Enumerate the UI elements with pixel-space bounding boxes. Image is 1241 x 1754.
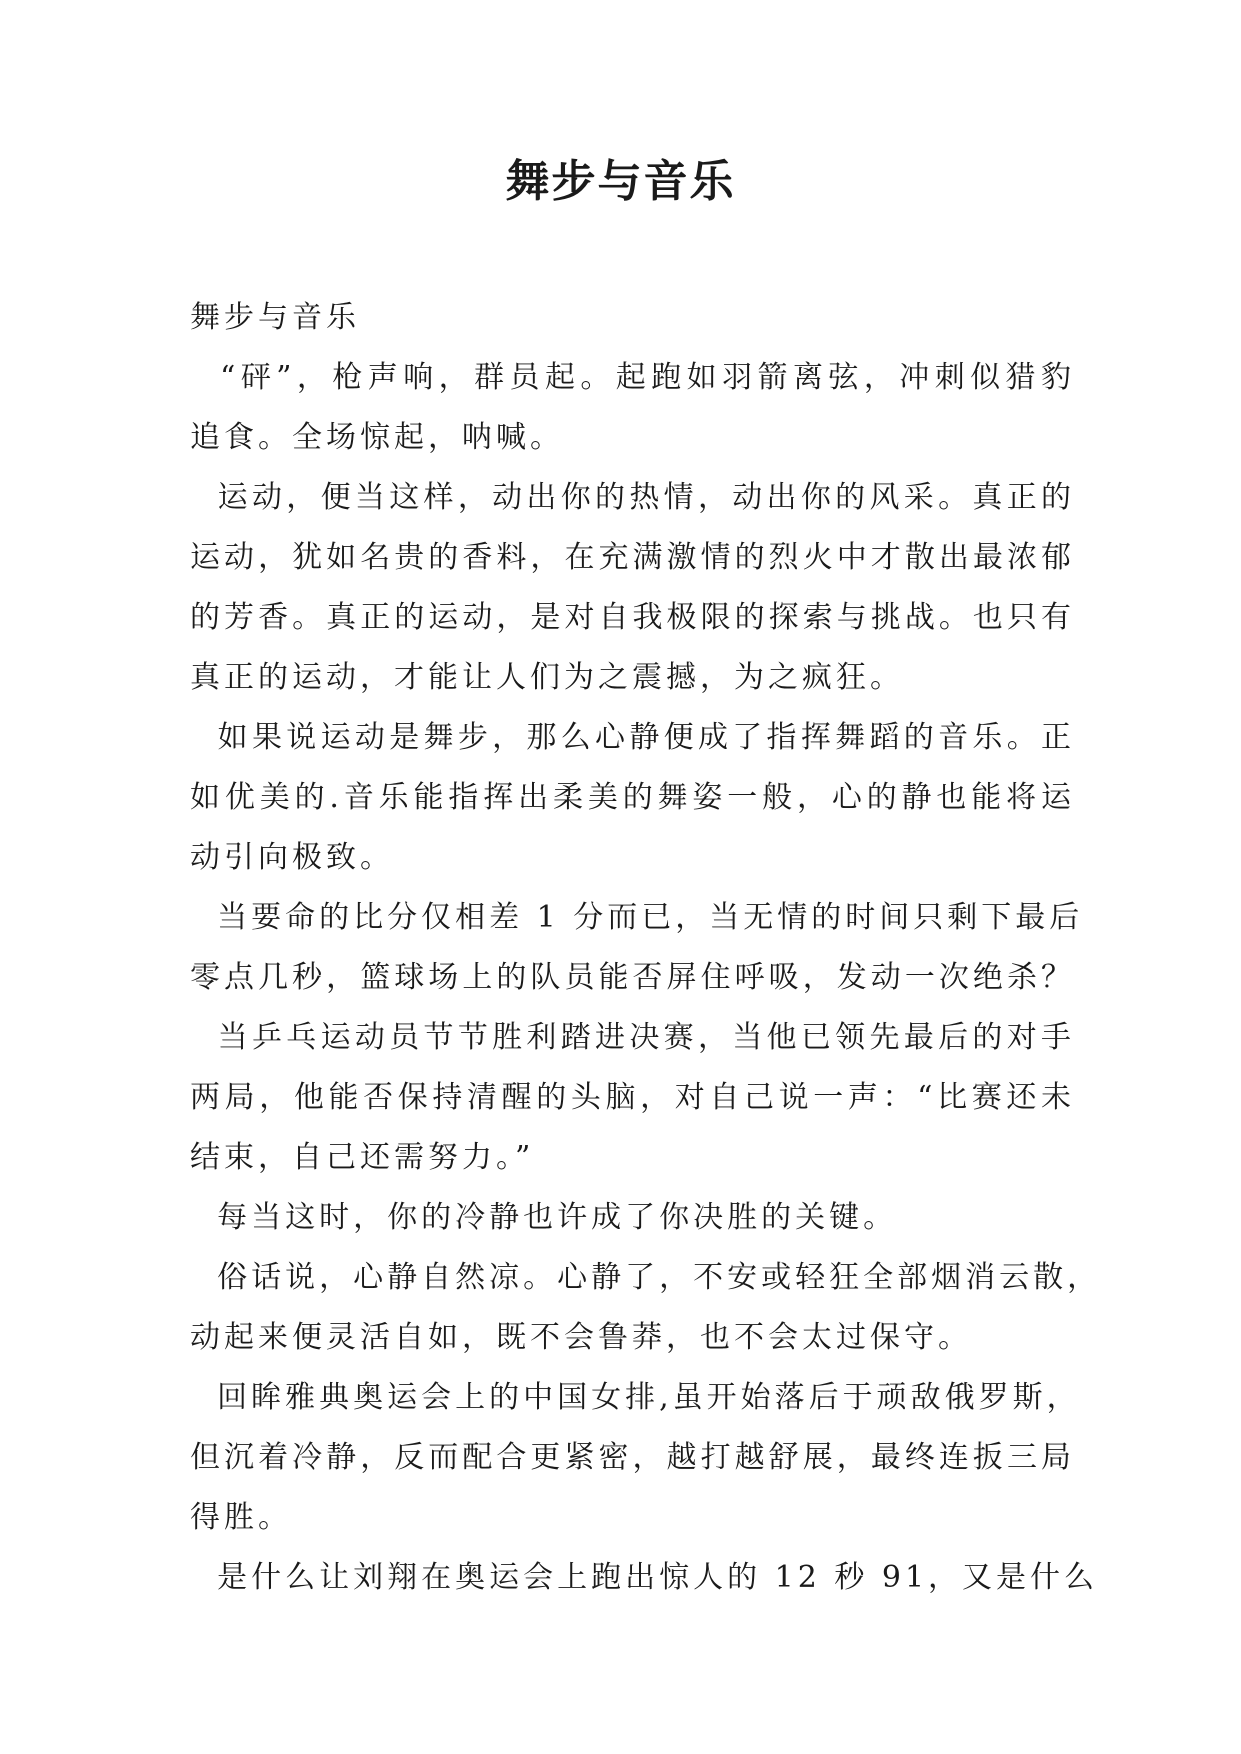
document-body	[190, 288, 1102, 1608]
body-line: 每当这时，你的冷静也许成了你决胜的关键。	[190, 1200, 898, 1235]
body-line: 运动，便当这样，动出你的热情，动出你的风采。真正的	[190, 480, 1075, 515]
body-line: 零点几秒，篮球场上的队员能否屏住呼吸，发动一次绝杀？	[190, 960, 1075, 995]
body-line: 得胜。	[190, 1500, 292, 1535]
body-line: 真正的运动，才能让人们为之震撼，为之疯狂。	[190, 660, 904, 695]
body-line: 舞步与音乐	[190, 300, 360, 335]
body-line: 当要命的比分仅相差 1 分而已，当无情的时间只剩下最后	[190, 900, 1084, 935]
body-line: 俗话说，心静自然凉。心静了，不安或轻狂全部烟消云散，	[190, 1260, 1102, 1295]
body-line: 结束，自己还需努力。”	[190, 1140, 535, 1175]
body-line: 是什么让刘翔在奥运会上跑出惊人的 12 秒 91，又是什么	[190, 1560, 1099, 1595]
body-line: 运动，犹如名贵的香料，在充满激情的烈火中才散出最浓郁	[190, 540, 1075, 575]
body-line: “砰”，枪声响，群员起。起跑如羽箭离弦，冲刺似猎豹	[190, 360, 1075, 395]
body-line: 动起来便灵活自如，既不会鲁莽，也不会太过保守。	[190, 1320, 972, 1355]
body-line: 但沉着冷静，反而配合更紧密，越打越舒展，最终连扳三局	[190, 1440, 1075, 1475]
body-line: 两局，他能否保持清醒的头脑，对自己说一声：“比赛还未	[190, 1080, 1075, 1115]
document-title: 舞步与音乐	[505, 156, 736, 207]
body-line: 追食。全场惊起，呐喊。	[190, 420, 564, 455]
body-line: 回眸雅典奥运会上的中国女排,虽开始落后于顽敌俄罗斯，	[190, 1380, 1081, 1415]
body-line: 如优美的.音乐能指挥出柔美的舞姿一般，心的静也能将运	[190, 780, 1075, 815]
body-line: 如果说运动是舞步，那么心静便成了指挥舞蹈的音乐。正	[190, 720, 1075, 755]
body-line: 当乒乓运动员节节胜利踏进决赛，当他已领先最后的对手	[190, 1020, 1075, 1055]
body-line: 动引向极致。	[190, 840, 394, 875]
body-line: 的芳香。真正的运动，是对自我极限的探索与挑战。也只有	[190, 600, 1075, 635]
